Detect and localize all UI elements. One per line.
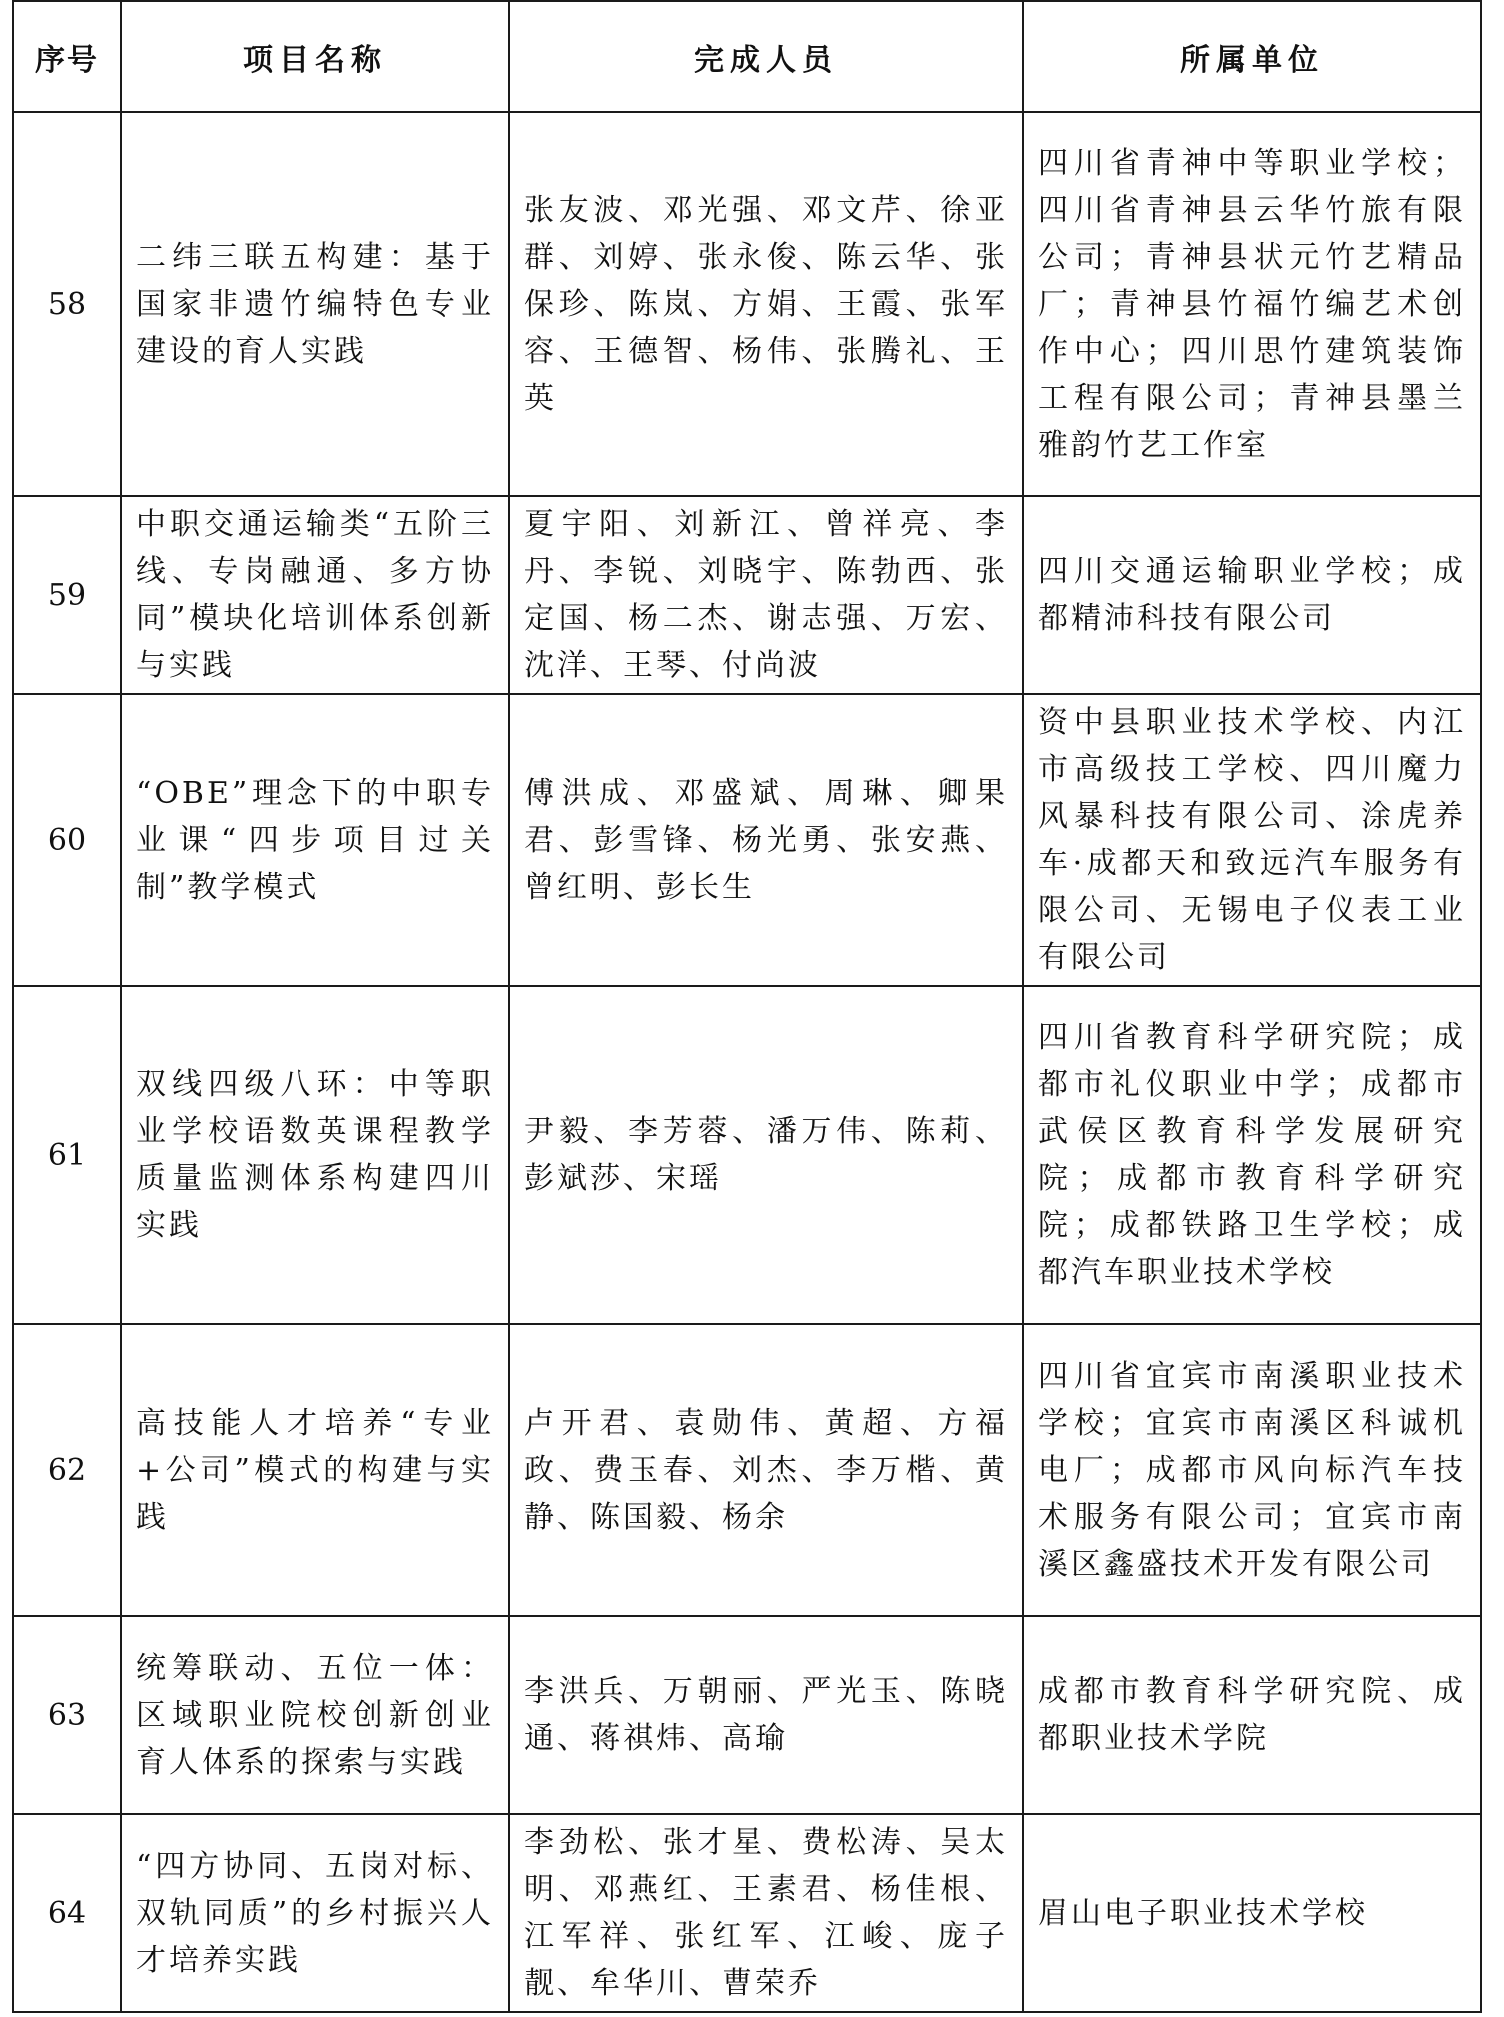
table-row bbox=[13, 986, 1481, 1324]
row-project: 双线四级八环：中等职业学校语数英课程教学质量监测体系构建四川实践 bbox=[121, 986, 509, 1324]
row-unit: 四川交通运输职业学校；成都精沛科技有限公司 bbox=[1023, 496, 1481, 694]
table-header-row bbox=[13, 1, 1481, 112]
table-row bbox=[13, 496, 1481, 694]
header-people: 完成人员 bbox=[509, 1, 1023, 112]
header-index: 序号 bbox=[13, 1, 121, 112]
row-unit: 资中县职业技术学校、内江市高级技工学校、四川魔力风暴科技有限公司、涂虎养车·成都天和致远汽车服务有限公司、无锡电子仪表工业有限公司 bbox=[1023, 694, 1481, 986]
row-index: 58 bbox=[13, 112, 121, 496]
row-project: “四方协同、五岗对标、双轨同质”的乡村振兴人才培养实践 bbox=[121, 1814, 509, 2012]
row-unit: 眉山电子职业技术学校 bbox=[1023, 1814, 1481, 2012]
table-row bbox=[13, 1616, 1481, 1814]
row-people: 傅洪成、邓盛斌、周琳、卿果君、彭雪锋、杨光勇、张安燕、曾红明、彭长生 bbox=[509, 694, 1023, 986]
row-project: 统筹联动、五位一体：区域职业院校创新创业育人体系的探索与实践 bbox=[121, 1616, 509, 1814]
row-index: 62 bbox=[13, 1324, 121, 1616]
row-people: 李劲松、张才星、费松涛、吴太明、邓燕红、王素君、杨佳根、江军祥、张红军、江峻、庞子靓、牟华川、曹荣乔 bbox=[509, 1814, 1023, 2012]
header-unit: 所属单位 bbox=[1023, 1, 1481, 112]
row-project: “OBE”理念下的中职专业课“四步项目过关制”教学模式 bbox=[121, 694, 509, 986]
row-index: 63 bbox=[13, 1616, 121, 1814]
table-row bbox=[13, 1324, 1481, 1616]
row-unit: 成都市教育科学研究院、成都职业技术学院 bbox=[1023, 1616, 1481, 1814]
header-project: 项目名称 bbox=[121, 1, 509, 112]
row-index: 60 bbox=[13, 694, 121, 986]
row-index: 61 bbox=[13, 986, 121, 1324]
table-row bbox=[13, 112, 1481, 496]
row-people: 卢开君、袁勋伟、黄超、方福政、费玉春、刘杰、李万楷、黄静、陈国毅、杨余 bbox=[509, 1324, 1023, 1616]
row-index: 64 bbox=[13, 1814, 121, 2012]
table-row bbox=[13, 694, 1481, 986]
row-project: 中职交通运输类“五阶三线、专岗融通、多方协同”模块化培训体系创新与实践 bbox=[121, 496, 509, 694]
awards-table bbox=[12, 0, 1482, 2013]
row-people: 尹毅、李芳蓉、潘万伟、陈莉、彭斌莎、宋瑶 bbox=[509, 986, 1023, 1324]
row-unit: 四川省青神中等职业学校；四川省青神县云华竹旅有限公司；青神县状元竹艺精品厂；青神县竹福竹编艺术创作中心；四川思竹建筑装饰工程有限公司；青神县墨兰雅韵竹艺工作室 bbox=[1023, 112, 1481, 496]
table-row bbox=[13, 1814, 1481, 2012]
row-project: 二纬三联五构建：基于国家非遗竹编特色专业建设的育人实践 bbox=[121, 112, 509, 496]
document-page bbox=[12, 0, 1480, 2013]
row-unit: 四川省教育科学研究院；成都市礼仪职业中学；成都市武侯区教育科学发展研究院；成都市教育科学研究院；成都铁路卫生学校；成都汽车职业技术学校 bbox=[1023, 986, 1481, 1324]
row-index: 59 bbox=[13, 496, 121, 694]
row-people: 李洪兵、万朝丽、严光玉、陈晓通、蒋祺炜、高瑜 bbox=[509, 1616, 1023, 1814]
row-people: 张友波、邓光强、邓文芹、徐亚群、刘婷、张永俊、陈云华、张保珍、陈岚、方娟、王霞、张军容、王德智、杨伟、张腾礼、王英 bbox=[509, 112, 1023, 496]
row-people: 夏宇阳、刘新江、曾祥亮、李丹、李锐、刘晓宇、陈勃西、张定国、杨二杰、谢志强、万宏、沈洋、王琴、付尚波 bbox=[509, 496, 1023, 694]
row-unit: 四川省宜宾市南溪职业技术学校；宜宾市南溪区科诚机电厂；成都市风向标汽车技术服务有限公司；宜宾市南溪区鑫盛技术开发有限公司 bbox=[1023, 1324, 1481, 1616]
row-project: 高技能人才培养“专业+公司”模式的构建与实践 bbox=[121, 1324, 509, 1616]
